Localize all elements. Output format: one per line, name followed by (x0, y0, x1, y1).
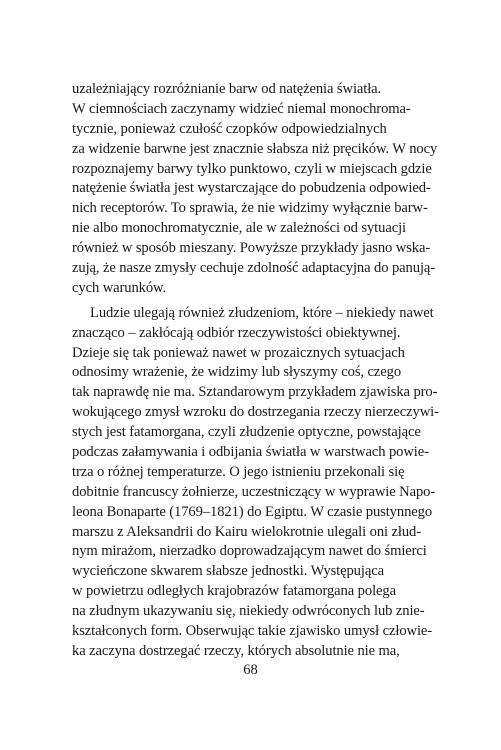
page-number: 68 (243, 662, 258, 678)
text-line: W ciemnościach zaczynamy widzieć niemal monochroma- (72, 100, 411, 117)
text-line: za widzenie barwne jest znacznie słabsza niż pręcików. W nocy (72, 140, 438, 157)
text-line: nym mirażom, nierzadko doprowadzającym nawet do śmierci (72, 543, 427, 560)
text-line: nich receptorów. To sprawia, że nie widzimy wyłącznie barw- (72, 200, 428, 217)
text-line: tycznie, ponieważ czułość czopków odpowiedzialnych (72, 120, 387, 137)
text-line: stych jest fatamorgana, czyli złudzenie optyczne, powstające (72, 424, 421, 441)
text-line: zują, że nasze zmysły cechuje zdolność adaptacyjna do panują- (72, 260, 436, 277)
text-line: dobitnie francuscy żołnierze, uczestniczący w wyprawie Napo- (72, 483, 436, 500)
text-line: wokującego zmysł wzroku do dostrzegania rzeczy nierzeczywi- (72, 404, 439, 421)
body-text (72, 80, 439, 662)
paragraph (72, 304, 439, 662)
text-line: tak naprawdę nie ma. Sztandarowym przykładem zjawiska pro- (72, 384, 438, 401)
text-line: trza o różnej temperaturze. O jego istnieniu przekonali się (72, 463, 405, 480)
text-line: kształconych form. Obserwując takie zjawisko umysł człowie- (72, 623, 433, 640)
text-line: marszu z Aleksandrii do Kairu wielokrotnie ulegali oni złud- (72, 523, 422, 540)
text-line: na złudnym ukazywaniu się, niekiedy odwróconych lub znie- (72, 603, 425, 620)
text-line: również w sposób mieszany. Powyższe przykłady jasno wska- (72, 240, 431, 257)
text-line: odnosimy wrażenie, że widzimy lub słyszymy coś, czego (72, 364, 402, 381)
text-line: wycieńczone skwarem słabsze jednostki. Występująca (72, 563, 384, 580)
paragraph (72, 80, 438, 299)
text-line: podczas załamywania i odbijania światła w warstwach powie- (72, 444, 429, 461)
text-line: cych warunków. (72, 279, 167, 296)
text-line: uzależniający rozróżnianie barw od natężenia światła. (72, 81, 382, 97)
text-line: nie albo monochromatycznie, ale w zależności od sytuacji (72, 220, 406, 237)
text-line: Dzieje się tak ponieważ nawet w prozaicznych sytuacjach (72, 344, 405, 361)
text-line: ka zaczyna dostrzegać rzeczy, których absolutnie nie ma, (72, 642, 400, 659)
text-line: rozpoznajemy barwy tylko punktowo, czyli w miejscach gdzie (72, 160, 432, 177)
text-line: leona Bonaparte (1769–1821) do Egiptu. W czasie pustynnego (72, 503, 433, 520)
text-line: znacząco – zakłócają odbiór rzeczywistości obiektywnej. (72, 324, 401, 341)
text-line: Ludzie ulegają również złudzeniom, które – niekiedy nawet (90, 304, 434, 321)
text-line: w powietrzu odległych krajobrazów fatamorgana polega (72, 583, 396, 600)
text-line: natężenie światła jest wystarczające do pobudzenia odpowied- (72, 180, 431, 197)
